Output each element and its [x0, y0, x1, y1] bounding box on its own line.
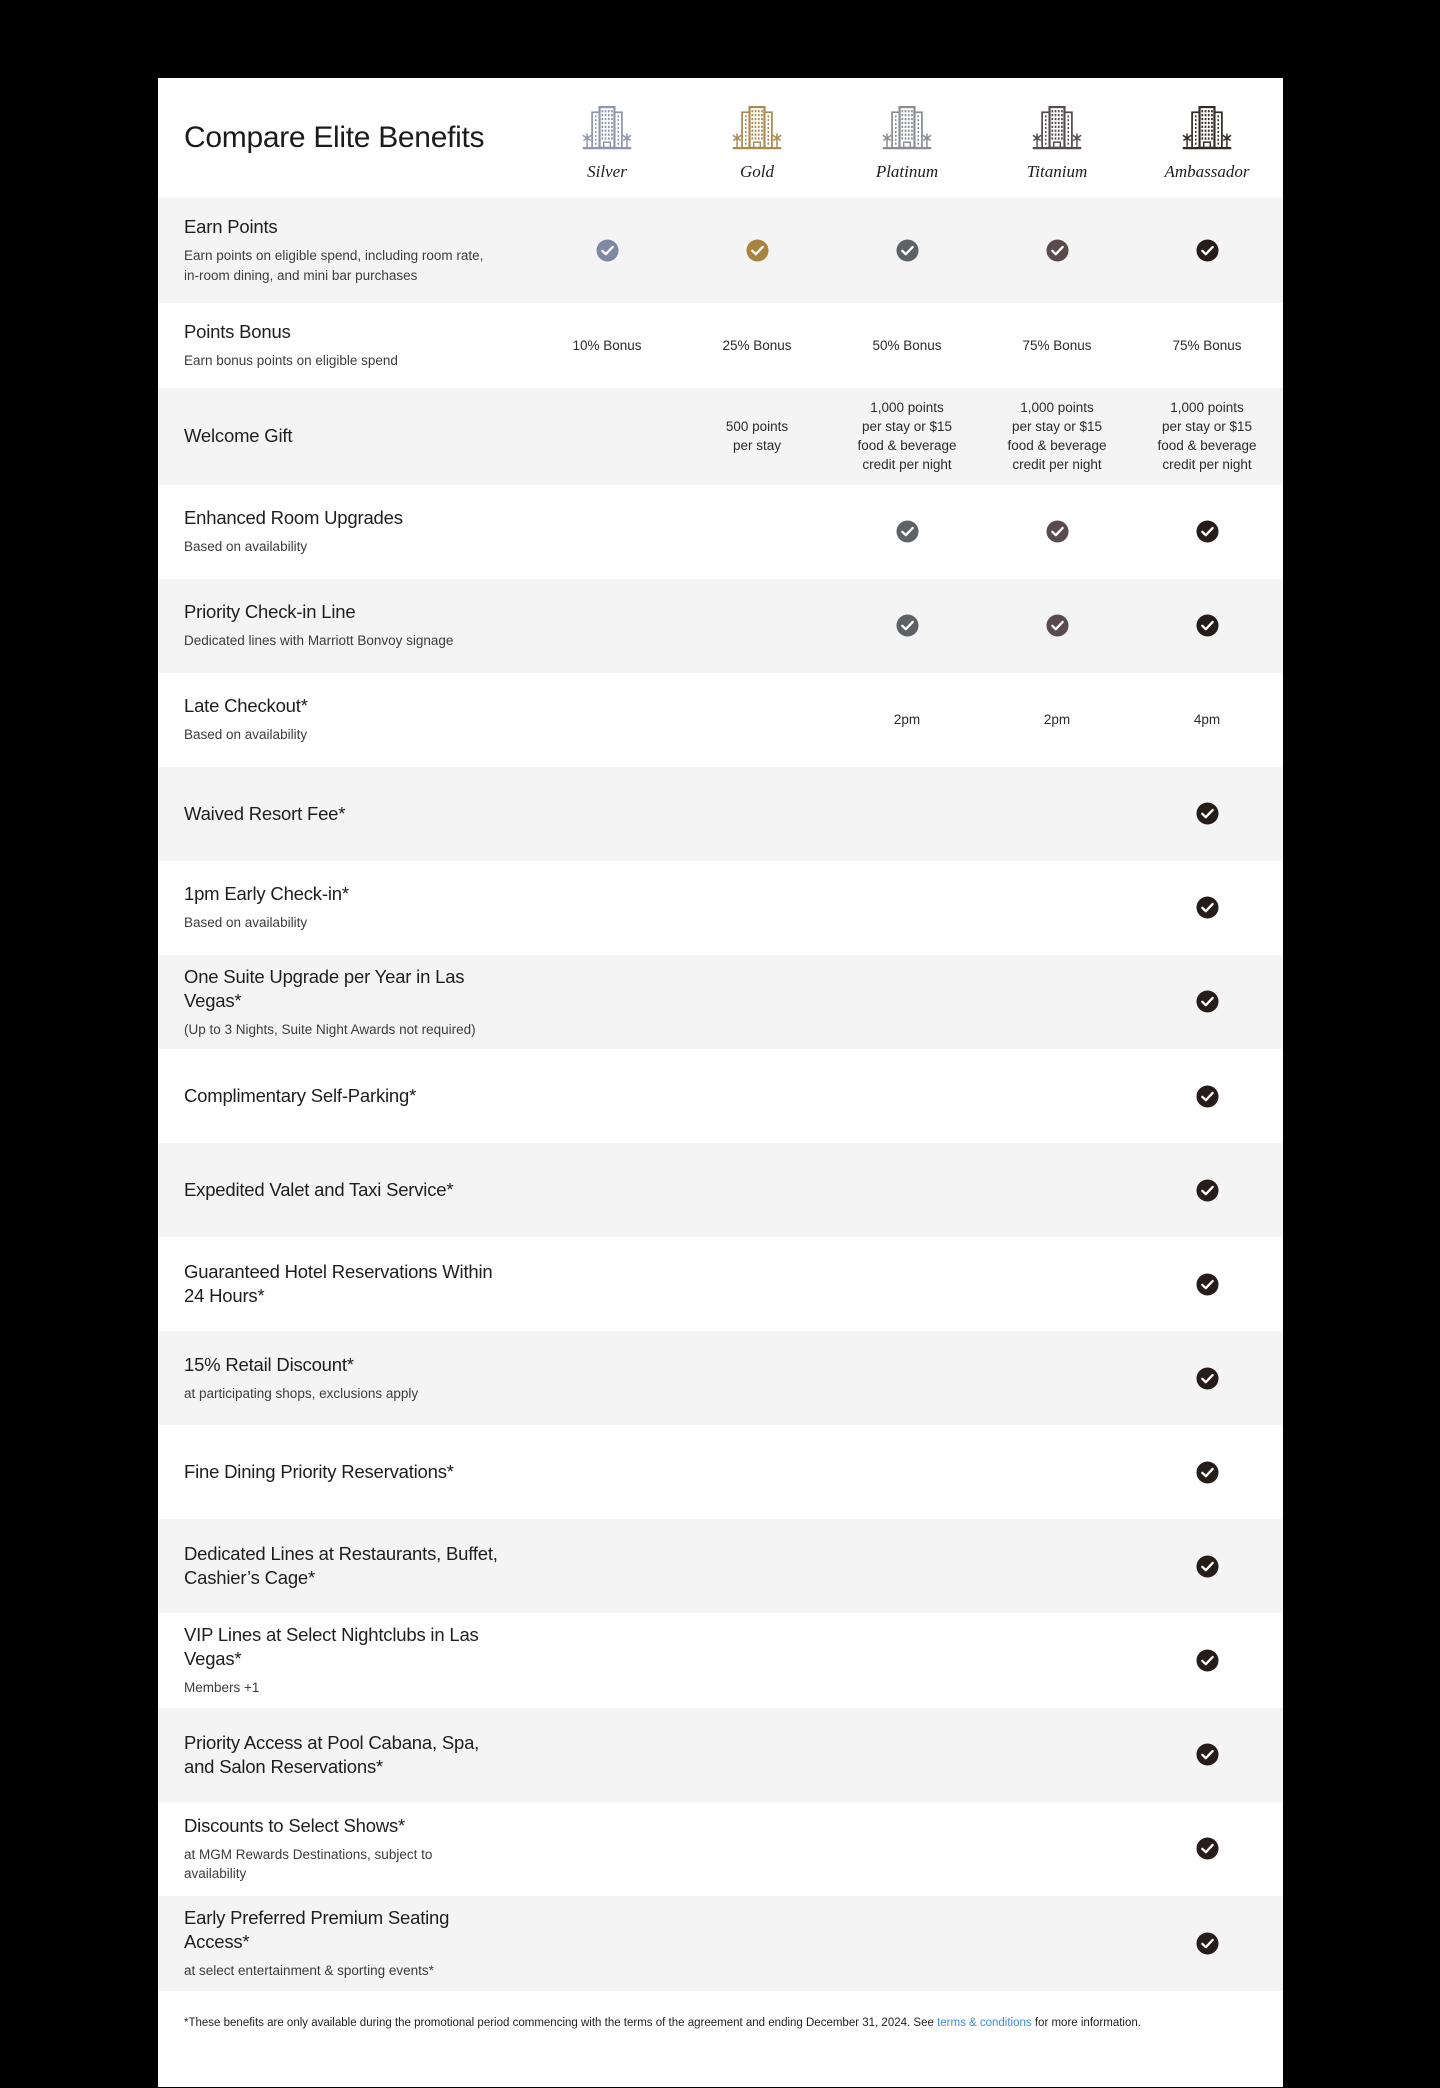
check-icon	[896, 520, 919, 543]
hotel-icon	[1031, 104, 1083, 150]
benefit-cell-ambassador	[1132, 336, 1282, 355]
table-row	[158, 767, 1283, 861]
row-label	[158, 694, 532, 745]
benefit-cell-platinum	[832, 239, 982, 262]
benefit-cell-ambassador	[1132, 1649, 1282, 1672]
check-icon	[1196, 1837, 1219, 1860]
hotel-icon	[581, 104, 633, 150]
table-row	[158, 861, 1283, 955]
benefit-title: Early Preferred Premium Seating Access*	[184, 1906, 450, 1952]
benefit-cell-platinum	[832, 614, 982, 637]
benefit-title: Complimentary Self-Parking*	[184, 1085, 417, 1107]
benefit-title: 1pm Early Check-in*	[184, 883, 349, 905]
benefit-subtitle: Members +1	[184, 1680, 260, 1696]
check-icon	[1046, 614, 1069, 637]
check-icon	[1196, 1179, 1219, 1202]
benefit-title: Dedicated Lines at Restaurants, Buffet, Cashier’s Cage*	[184, 1543, 498, 1589]
benefit-cell-ambassador	[1132, 520, 1282, 543]
benefit-title: One Suite Upgrade per Year in Las Vegas*	[184, 965, 465, 1011]
benefit-cell-gold	[682, 336, 832, 355]
table-header	[158, 78, 1283, 198]
table-row	[158, 1049, 1283, 1143]
row-label	[158, 1353, 532, 1404]
benefit-cell-ambassador	[1132, 1932, 1282, 1955]
row-label	[158, 882, 532, 933]
cell-value: 2pm	[893, 712, 921, 728]
row-label	[158, 1623, 532, 1698]
benefit-title: Earn Points	[184, 216, 278, 238]
benefit-subtitle: at select entertainment & sporting events*	[184, 1963, 434, 1979]
tier-name: Platinum	[875, 162, 939, 181]
benefit-cell-titanium	[982, 520, 1132, 543]
row-label	[158, 1906, 532, 1981]
benefit-cell-titanium	[982, 336, 1132, 355]
table-row	[158, 673, 1283, 767]
check-icon	[1196, 1461, 1219, 1484]
check-icon	[896, 239, 919, 262]
table-footer	[158, 1991, 1283, 2087]
benefit-cell-platinum	[832, 520, 982, 543]
row-label	[158, 965, 532, 1040]
terms-link[interactable]: terms & conditions	[937, 2016, 1032, 2029]
benefit-subtitle: Dedicated lines with Marriott Bonvoy signage	[184, 633, 454, 649]
row-label	[158, 802, 532, 826]
tier-name: Silver	[587, 162, 627, 181]
table-row	[158, 388, 1283, 485]
table-row	[158, 1425, 1283, 1519]
benefit-subtitle: Based on availability	[184, 915, 308, 931]
benefit-cell-platinum	[832, 336, 982, 355]
tier-name: Titanium	[1026, 162, 1088, 181]
benefit-cell-ambassador	[1132, 398, 1282, 475]
benefit-cell-gold	[682, 417, 832, 455]
check-icon	[1046, 239, 1069, 262]
benefit-cell-titanium	[982, 710, 1132, 729]
check-icon	[1196, 896, 1219, 919]
benefit-title: Waived Resort Fee*	[184, 802, 346, 824]
tier-column-platinum	[832, 78, 982, 198]
cell-value: 1,000 points per stay or $15 food & beverage credit per night	[857, 400, 957, 473]
check-icon	[896, 614, 919, 637]
cell-value: 4pm	[1193, 712, 1221, 728]
cell-value: 1,000 points per stay or $15 food & beverage credit per night	[1007, 400, 1107, 473]
benefit-subtitle: Based on availability	[184, 539, 308, 555]
table-row	[158, 303, 1283, 388]
benefit-cell-ambassador	[1132, 896, 1282, 919]
tier-column-titanium	[982, 78, 1132, 198]
tier-name: Gold	[740, 162, 774, 181]
table-row	[158, 955, 1283, 1050]
cell-value: 10% Bonus	[572, 337, 642, 353]
row-label	[158, 1260, 532, 1308]
benefit-subtitle: Earn bonus points on eligible spend	[184, 353, 398, 369]
benefit-title: Priority Check-in Line	[184, 601, 356, 623]
benefit-title: Discounts to Select Shows*	[184, 1814, 406, 1836]
cell-value: 50% Bonus	[872, 337, 942, 353]
row-label	[158, 320, 532, 371]
check-icon	[1196, 1649, 1219, 1672]
cell-value: 75% Bonus	[1172, 337, 1242, 353]
benefit-title: Points Bonus	[184, 321, 291, 343]
header-label-area	[158, 78, 532, 198]
benefit-title: Expedited Valet and Taxi Service*	[184, 1179, 454, 1201]
table-row	[158, 1896, 1283, 1991]
table-row	[158, 1613, 1283, 1708]
benefits-table	[158, 198, 1283, 1991]
row-label	[158, 1084, 532, 1108]
benefits-card	[158, 78, 1283, 2087]
cell-value: 25% Bonus	[722, 337, 792, 353]
benefit-title: Fine Dining Priority Reservations*	[184, 1461, 454, 1483]
benefit-subtitle: at MGM Rewards Destinations, subject to availability	[184, 1846, 433, 1882]
check-icon	[1196, 1085, 1219, 1108]
benefit-cell-platinum	[832, 398, 982, 475]
table-row	[158, 1708, 1283, 1802]
table-row	[158, 1331, 1283, 1425]
row-label	[158, 1731, 532, 1779]
benefit-title: VIP Lines at Select Nightclubs in Las Vegas*	[184, 1624, 479, 1670]
benefit-cell-platinum	[832, 710, 982, 729]
table-row	[158, 485, 1283, 579]
benefit-cell-ambassador	[1132, 1743, 1282, 1766]
check-icon	[1196, 1555, 1219, 1578]
benefit-subtitle: Earn points on eligible spend, including room rate, in-room dining, and mini bar purchases	[184, 248, 484, 284]
check-icon	[1196, 239, 1219, 262]
check-icon	[1196, 1273, 1219, 1296]
benefit-cell-ambassador	[1132, 802, 1282, 825]
row-label	[158, 1814, 532, 1884]
cell-value: 2pm	[1043, 712, 1071, 728]
check-icon	[1196, 802, 1219, 825]
row-label	[158, 1460, 532, 1484]
benefit-cell-titanium	[982, 614, 1132, 637]
table-row	[158, 198, 1283, 303]
benefit-cell-ambassador	[1132, 1179, 1282, 1202]
table-row	[158, 1237, 1283, 1331]
check-icon	[1196, 1367, 1219, 1390]
check-icon	[1196, 1743, 1219, 1766]
benefit-cell-ambassador	[1132, 1461, 1282, 1484]
row-label	[158, 600, 532, 651]
benefit-cell-ambassador	[1132, 1837, 1282, 1860]
tier-name: Ambassador	[1164, 162, 1250, 181]
tier-column-ambassador	[1132, 78, 1282, 198]
benefit-subtitle: Based on availability	[184, 727, 308, 743]
benefit-title: Late Checkout*	[184, 695, 308, 717]
tier-column-gold	[682, 78, 832, 198]
check-icon	[1046, 520, 1069, 543]
check-icon	[1196, 1932, 1219, 1955]
footnote-after: for more information.	[1031, 2016, 1141, 2029]
benefit-cell-titanium	[982, 239, 1132, 262]
page-title: Compare Elite Benefits	[184, 121, 485, 154]
cell-value: 75% Bonus	[1022, 337, 1092, 353]
benefit-cell-ambassador	[1132, 990, 1282, 1013]
table-row	[158, 1519, 1283, 1613]
benefit-cell-ambassador	[1132, 239, 1282, 262]
benefit-cell-silver	[532, 239, 682, 262]
benefit-cell-ambassador	[1132, 1273, 1282, 1296]
check-icon	[1196, 614, 1219, 637]
benefit-cell-ambassador	[1132, 710, 1282, 729]
benefit-title: 15% Retail Discount*	[184, 1353, 354, 1375]
benefit-subtitle: (Up to 3 Nights, Suite Night Awards not required)	[184, 1021, 476, 1037]
footnote-before: *These benefits are only available during the promotional period commencing with the terms of the agreement and ending December 31, 2024. See	[184, 2016, 938, 2029]
check-icon	[1196, 990, 1219, 1013]
row-label	[158, 215, 532, 285]
row-label	[158, 506, 532, 557]
table-row	[158, 1802, 1283, 1896]
benefit-cell-ambassador	[1132, 1367, 1282, 1390]
benefit-title: Priority Access at Pool Cabana, Spa, and Salon Reservations*	[184, 1731, 480, 1777]
hotel-icon	[881, 104, 933, 150]
benefit-title: Guaranteed Hotel Reservations Within 24 Hours*	[184, 1261, 493, 1307]
check-icon	[1196, 520, 1219, 543]
benefit-cell-ambassador	[1132, 614, 1282, 637]
table-row	[158, 1143, 1283, 1237]
benefit-title: Enhanced Room Upgrades	[184, 507, 403, 529]
row-label	[158, 1542, 532, 1590]
hotel-icon	[731, 104, 783, 150]
footnote-text	[184, 2015, 1257, 2032]
benefit-cell-gold	[682, 239, 832, 262]
benefit-title: Welcome Gift	[184, 425, 293, 447]
benefit-cell-ambassador	[1132, 1555, 1282, 1578]
benefit-cell-ambassador	[1132, 1085, 1282, 1108]
cell-value: 500 points per stay	[725, 419, 789, 454]
table-row	[158, 579, 1283, 673]
check-icon	[596, 239, 619, 262]
tier-column-silver	[532, 78, 682, 198]
row-label	[158, 424, 532, 448]
benefit-cell-silver	[532, 336, 682, 355]
benefit-subtitle: at participating shops, exclusions apply	[184, 1386, 419, 1402]
check-icon	[746, 239, 769, 262]
cell-value: 1,000 points per stay or $15 food & beverage credit per night	[1157, 400, 1257, 473]
hotel-icon	[1181, 104, 1233, 150]
benefit-cell-titanium	[982, 398, 1132, 475]
row-label	[158, 1178, 532, 1202]
